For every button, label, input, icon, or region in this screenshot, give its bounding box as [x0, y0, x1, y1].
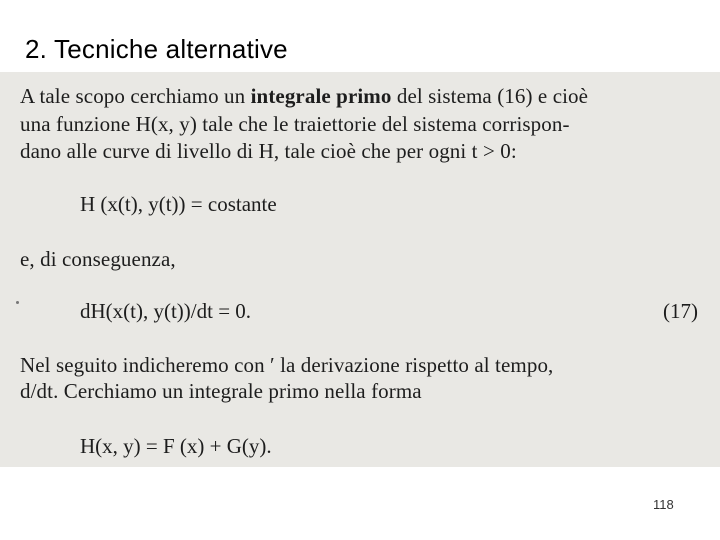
paragraph-2-line-1: Nel seguito indicheremo con ′ la derivazione rispetto al tempo, — [20, 353, 554, 377]
equation-level-curve: H (x(t), y(t)) = costante — [80, 192, 277, 216]
paragraph-1-line-2: una funzione H(x, y) tale che le traiettorie del sistema corrispon- — [20, 112, 570, 136]
text-segment: del sistema (16) e cioè — [391, 84, 589, 108]
paragraph-2-line-2: d/dt. Cerchiamo un integrale primo nella forma — [20, 379, 422, 403]
scanned-book-excerpt — [0, 72, 720, 467]
text-segment: A tale scopo cerchiamo un — [20, 84, 251, 108]
paragraph-1-line-3: dano alle curve di livello di H, tale cioè che per ogni t > 0: — [20, 139, 517, 163]
bold-term: integrale primo — [250, 84, 392, 108]
slide-title: 2. Tecniche alternative — [25, 34, 288, 64]
scan-speck — [16, 301, 19, 304]
paragraph-1-line-1 — [20, 84, 588, 109]
equation-17: dH(x(t), y(t))/dt = 0. — [80, 299, 252, 323]
consequence-line: e, di conseguenza, — [20, 247, 176, 271]
equation-17-number: (17) — [663, 299, 698, 323]
equation-integral-form: H(x, y) = F (x) + G(y). — [80, 434, 272, 458]
page-number: 118 — [653, 497, 674, 512]
